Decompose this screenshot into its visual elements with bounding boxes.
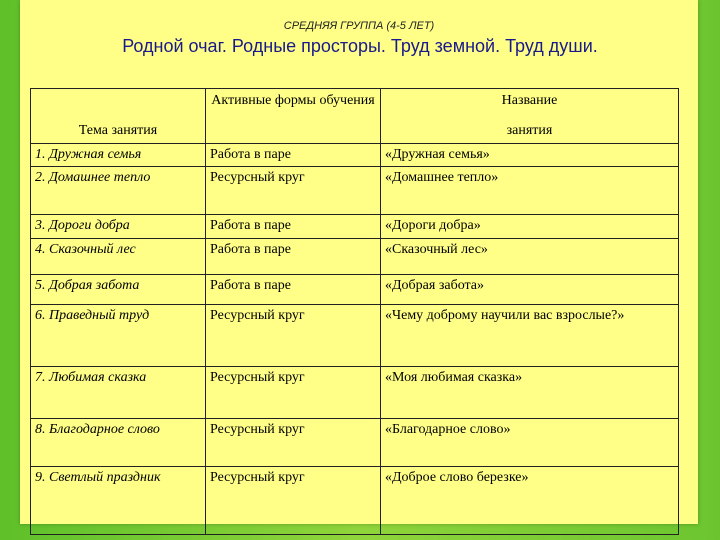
cell-lesson-name: «Доброе слово березке» [381, 467, 679, 535]
cell-lesson-name: «Благодарное слово» [381, 419, 679, 467]
table-row [31, 305, 679, 367]
header-topic: Тема занятия [31, 89, 206, 144]
cell-topic: 6. Праведный труд [31, 305, 206, 367]
cell-lesson-name: «Добрая забота» [381, 275, 679, 305]
cell-lesson-name: «Чему доброму научили вас взрослые?» [381, 305, 679, 367]
table-row [31, 419, 679, 467]
slide-subtitle: СРЕДНЯЯ ГРУППА (4-5 ЛЕТ) [283, 20, 435, 32]
cell-topic: 7. Любимая сказка [31, 367, 206, 419]
header-forms: Активные формы обучения [206, 89, 381, 144]
cell-lesson-name: «Домашнее тепло» [381, 167, 679, 215]
table-row [31, 239, 679, 275]
cell-form: Ресурсный круг [206, 467, 381, 535]
header-lesson-name-line1: Название [501, 93, 558, 108]
cell-topic: 1. Дружная семья [31, 144, 206, 167]
cell-topic: 9. Светлый праздник [31, 467, 206, 535]
cell-form: Работа в паре [206, 239, 381, 275]
table-row [31, 215, 679, 239]
cell-lesson-name: «Дороги добра» [381, 215, 679, 239]
cell-form: Ресурсный круг [206, 419, 381, 467]
table-row [31, 275, 679, 305]
cell-topic: 4. Сказочный лес [31, 239, 206, 275]
cell-lesson-name: «Сказочный лес» [381, 239, 679, 275]
header-lesson-name [381, 89, 679, 144]
slide-title: Родной очаг. Родные просторы. Труд земной. Труд души. [122, 36, 598, 56]
cell-form: Ресурсный круг [206, 305, 381, 367]
table-row [31, 367, 679, 419]
header-lesson-name-line2: занятия [506, 123, 553, 138]
table-row [31, 144, 679, 167]
table-row [31, 167, 679, 215]
table-row [31, 467, 679, 535]
table-header-row [31, 89, 679, 144]
cell-form: Ресурсный круг [206, 167, 381, 215]
cell-form: Работа в паре [206, 144, 381, 167]
lesson-table [30, 88, 679, 535]
cell-form: Работа в паре [206, 215, 381, 239]
cell-topic: 8. Благодарное слово [31, 419, 206, 467]
cell-topic: 3. Дороги добра [31, 215, 206, 239]
cell-topic: 2. Домашнее тепло [31, 167, 206, 215]
cell-lesson-name: «Моя любимая сказка» [381, 367, 679, 419]
cell-form: Работа в паре [206, 275, 381, 305]
cell-lesson-name: «Дружная семья» [381, 144, 679, 167]
cell-form: Ресурсный круг [206, 367, 381, 419]
cell-topic: 5. Добрая забота [31, 275, 206, 305]
